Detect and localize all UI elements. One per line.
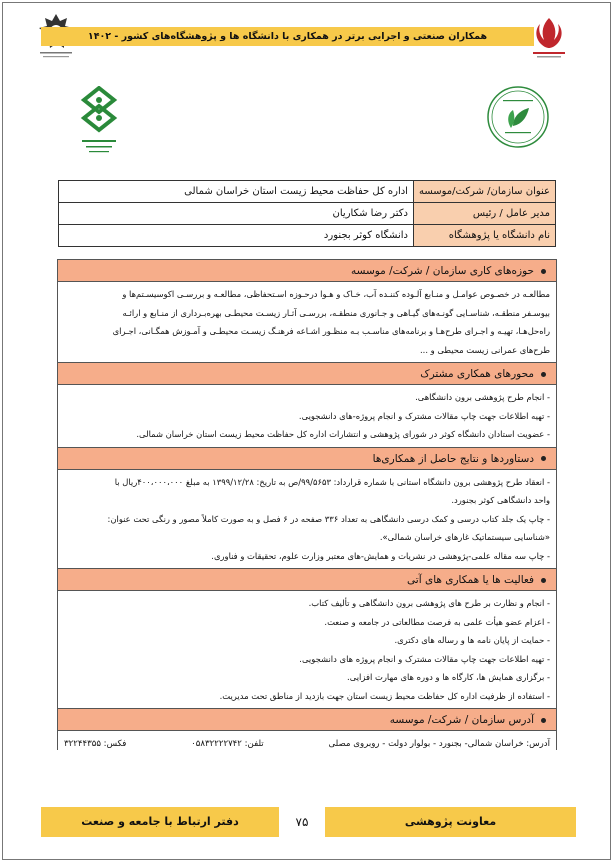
fax-text: فکس: ۳۲۲۴۴۳۵۵ (64, 739, 127, 749)
address-section-title: آدرس سازمان / شرکت/ موسسه (389, 714, 534, 726)
list-item: - چاپ سه مقاله علمی-پژوهشی در نشریات و همایش-های معتبر وزارت علوم، تحقیقات و فناوری. (211, 550, 550, 561)
results-section-title: دستاوردها و نتایج حاصل از همکاری‌ها (372, 452, 534, 465)
iran-emblem-logo (529, 14, 569, 60)
org-title-label: عنوان سازمان/ شرکت/موسسه (413, 181, 555, 203)
results-section-body (58, 470, 556, 570)
list-item: - انجام و نظارت بر طرح های پژوهشی برون دانشگاهی و تألیف کتاب. (308, 598, 550, 608)
list-item: - برگزاری همایش ها، کارگاه ها و دوره های مهارت افزایی. (347, 672, 550, 682)
sections-box (57, 259, 557, 750)
environment-organization-logo (483, 84, 553, 150)
table-row (59, 225, 556, 247)
table-row (59, 181, 556, 203)
university-label: نام دانشگاه یا پژوهشگاه (413, 225, 555, 247)
text-line: مطالعـه در خصـوص عوامـل و منـابع آلـوده کننـده آب، خـاک و هـوا درحـوزه اسـتحفاظی، مطالعـه و بررسـی اکوسیسـتم‌ها و (122, 289, 550, 299)
list-item: واحد دانشگاهی کوثر بجنورد. (451, 495, 550, 505)
list-item: - تهیه اطلاعات جهت چاپ مقالات مشترک و انجام پروژه-های دانشجویی. (298, 410, 550, 421)
list-item: - اعزام عضو هیأت علمی به فرصت مطالعاتی در جامعه و صنعت. (324, 616, 550, 627)
future-section-body (58, 591, 556, 709)
table-row (59, 203, 556, 225)
list-item: «شناسایی سیستماتیک غارهای خراسان شمالی». (379, 532, 550, 542)
manager-value: دکتر رضا شکاریان (59, 203, 414, 225)
address-text: آدرس: خراسان شمالی- بجنورد - بولوار دولت - روبروی مصلی (328, 739, 550, 749)
text-line: بیوسـفر منطقـه، شناسـایی گونـه‌های گیـاهی و جـانوری منطقـه، بررسـی آثـار زیسـت محیطـی بهره‌بـرداری از منـابع و ارائـه (122, 307, 550, 318)
university-green-logo (74, 86, 124, 158)
axes-section-body (58, 385, 556, 448)
list-item: - چاپ یک جلد کتاب درسی و کمک درسی دانشگاهی به تعداد ۳۳۶ صفحه در ۶ فصل و به صورت کاملاً مصور و رنگی تحت عنوان: (107, 513, 550, 524)
bullet-icon (541, 578, 546, 583)
future-section-title: فعالیت ها یا همکاری های آتی (407, 574, 534, 586)
results-section-header (58, 448, 556, 470)
list-item: - استفاده از ظرفیت اداره کل حفاظت محیط زیست استان جهت بازدید از مناطق تحت مدیریت. (219, 690, 550, 701)
footer-left-bar: دفتر ارتباط با جامعه و صنعت (41, 807, 279, 837)
bullet-icon (541, 718, 546, 723)
activity-section-title: حوزه‌های کاری سازمان / شرکت/ موسسه (350, 265, 534, 277)
bullet-icon (541, 372, 546, 377)
list-item: - انجام طرح پژوهشی برون دانشگاهی. (415, 392, 550, 402)
list-item: - انعقاد طرح پژوهشی برون دانشگاه استانی با شماره قرارداد: ۹۹/۵۶۵۳/ص به تاریخ: ۱۳۹۹/۱۲/۲۸ به مبلغ ۴۰۰،۰۰۰،۰۰۰ریال با (114, 476, 550, 487)
activity-section-body (58, 282, 556, 363)
address-row (58, 731, 556, 750)
header-title-bar: همکاران صنعتی و اجرایی برتر در همکاری با دانشگاه ها و پژوهشگاه‌های کشور - ۱۴۰۲ (41, 27, 534, 46)
axes-section-title: محورهای همکاری مشترک (420, 368, 534, 380)
footer-right-bar: معاونت پژوهشی (325, 807, 576, 837)
page-number: ۷۵ (279, 807, 325, 837)
phone-text: تلفن: ۰۵۸۳۲۲۲۲۷۴۲ (191, 739, 264, 749)
bullet-icon (541, 269, 546, 274)
bullet-icon (541, 456, 546, 461)
text-line: راه‌حل‌هـا، تهیـه و اجـرای طرح‌هـا و برنامه‌های مناسـب بـه منظـور اشـاعه فرهنـگ زیسـت محیطـی و آمـوزش همگـانی، اجـرای (112, 326, 550, 336)
manager-label: مدیر عامل / رئیس (413, 203, 555, 225)
university-value: دانشگاه کوثر بجنورد (59, 225, 414, 247)
list-item: - عضویت استادان دانشگاه کوثر در شورای پژوهشی و انتشارات اداره کل حفاظت محیط زیست استان خراسان شمالی. (136, 429, 550, 439)
address-section-header (58, 709, 556, 731)
future-section-header (58, 569, 556, 591)
list-item: - حمایت از پایان نامه ها و رساله های دکتری. (394, 635, 550, 645)
list-item: - تهیه اطلاعات جهت چاپ مقالات مشترک و انجام پروژه های دانشجویی. (299, 653, 550, 664)
org-title-value: اداره کل حفاظت محیط زیست استان خراسان شمالی (59, 181, 414, 203)
text-line: طرح‌های عمرانی زیست محیطی و ... (420, 344, 550, 355)
axes-section-header (58, 363, 556, 385)
activity-section-header (58, 260, 556, 282)
organization-info-table (58, 180, 556, 247)
